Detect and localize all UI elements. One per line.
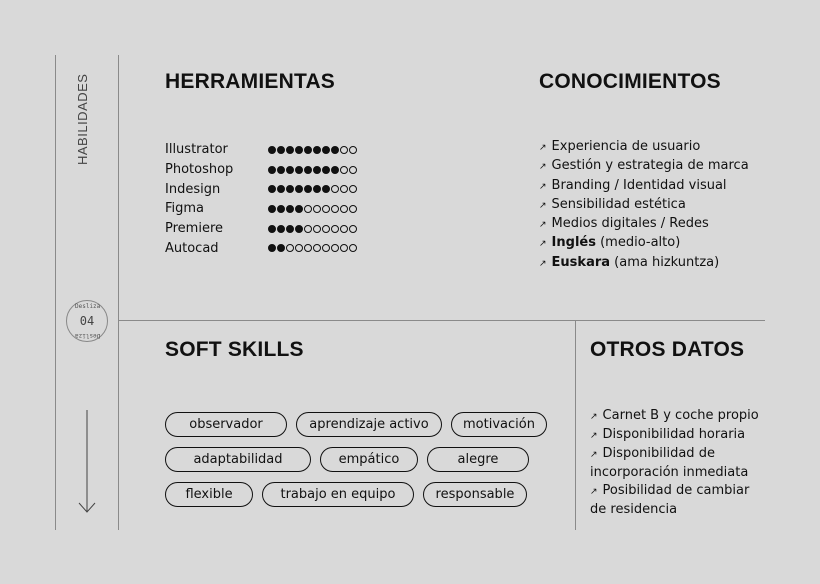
list-item xyxy=(539,215,749,234)
empty-dot-icon xyxy=(313,205,321,213)
item-bold: Euskara xyxy=(551,254,611,270)
left-border-line xyxy=(55,55,56,530)
empty-dot-icon xyxy=(340,185,348,193)
herramientas-title: HERRAMIENTAS xyxy=(165,70,336,93)
list-item xyxy=(539,157,749,176)
skill-pill: observador xyxy=(165,412,287,437)
filled-dot-icon xyxy=(304,146,312,154)
filled-dot-icon xyxy=(295,146,303,154)
filled-dot-icon xyxy=(313,166,321,174)
empty-dot-icon xyxy=(349,225,357,233)
skill-pill: trabajo en equipo xyxy=(262,482,414,507)
empty-dot-icon xyxy=(313,225,321,233)
list-item xyxy=(539,138,749,157)
skill-level-dots xyxy=(268,146,357,154)
list-item xyxy=(539,234,749,253)
empty-dot-icon xyxy=(286,244,294,252)
filled-dot-icon xyxy=(277,205,285,213)
filled-dot-icon xyxy=(268,244,276,252)
conocimientos-list xyxy=(539,138,749,273)
item-text: Gestión y estrategia de marca xyxy=(551,158,749,174)
empty-dot-icon xyxy=(322,205,330,213)
filled-dot-icon xyxy=(331,146,339,154)
tool-name: Photoshop xyxy=(165,162,234,178)
list-item xyxy=(590,501,759,519)
filled-dot-icon xyxy=(286,166,294,174)
pill-row xyxy=(165,482,547,507)
skill-level-dots xyxy=(268,185,357,193)
filled-dot-icon xyxy=(286,205,294,213)
section-divider xyxy=(118,320,765,321)
filled-dot-icon xyxy=(268,166,276,174)
skill-level-dots xyxy=(268,166,357,174)
arrow-up-right-icon: ↗ xyxy=(539,200,547,211)
empty-dot-icon xyxy=(349,205,357,213)
empty-dot-icon xyxy=(340,166,348,174)
empty-dot-icon xyxy=(295,244,303,252)
filled-dot-icon xyxy=(277,185,285,193)
filled-dot-icon xyxy=(268,205,276,213)
empty-dot-icon xyxy=(322,225,330,233)
filled-dot-icon xyxy=(331,166,339,174)
empty-dot-icon xyxy=(349,166,357,174)
item-text: Posibilidad de cambiar xyxy=(602,483,750,498)
arrow-up-right-icon: ↗ xyxy=(539,162,547,173)
filled-dot-icon xyxy=(295,185,303,193)
filled-dot-icon xyxy=(268,146,276,154)
sidebar-divider xyxy=(118,55,119,530)
empty-dot-icon xyxy=(340,205,348,213)
arrow-up-right-icon: ↗ xyxy=(590,487,598,497)
tool-row xyxy=(165,238,357,258)
tool-row xyxy=(165,199,357,219)
skill-level-dots xyxy=(268,244,357,252)
filled-dot-icon xyxy=(286,225,294,233)
tool-name: Figma xyxy=(165,201,205,217)
empty-dot-icon xyxy=(304,244,312,252)
skill-pill: flexible xyxy=(165,482,253,507)
arrow-up-right-icon: ↗ xyxy=(539,258,547,269)
page-number: 04 xyxy=(79,314,95,328)
empty-dot-icon xyxy=(322,244,330,252)
item-text: Carnet B y coche propio xyxy=(602,408,759,423)
arrow-up-right-icon: ↗ xyxy=(539,181,547,192)
arrow-up-right-icon: ↗ xyxy=(590,431,598,441)
item-text: de residencia xyxy=(590,502,678,517)
item-text: Disponibilidad horaria xyxy=(602,427,746,442)
list-item xyxy=(590,464,759,482)
item-text: (ama hizkuntza) xyxy=(610,254,720,270)
filled-dot-icon xyxy=(268,225,276,233)
soft-skills-pills xyxy=(165,412,547,517)
list-item xyxy=(539,254,749,273)
empty-dot-icon xyxy=(304,225,312,233)
filled-dot-icon xyxy=(322,166,330,174)
filled-dot-icon xyxy=(277,146,285,154)
empty-dot-icon xyxy=(331,244,339,252)
item-text: Medios digitales / Redes xyxy=(551,216,709,232)
tool-name: Premiere xyxy=(165,221,223,237)
skill-level-dots xyxy=(268,205,357,213)
list-item xyxy=(590,445,759,464)
otros-datos-title: OTROS DATOS xyxy=(590,338,745,361)
filled-dot-icon xyxy=(277,225,285,233)
conocimientos-title: CONOCIMIENTOS xyxy=(539,70,721,93)
empty-dot-icon xyxy=(340,225,348,233)
tool-name: Indesign xyxy=(165,181,221,197)
tool-row xyxy=(165,140,357,160)
arrow-up-right-icon: ↗ xyxy=(539,239,547,250)
empty-dot-icon xyxy=(349,244,357,252)
filled-dot-icon xyxy=(313,185,321,193)
list-item xyxy=(539,177,749,196)
empty-dot-icon xyxy=(349,185,357,193)
filled-dot-icon xyxy=(322,146,330,154)
empty-dot-icon xyxy=(313,244,321,252)
tools-list xyxy=(165,140,357,258)
filled-dot-icon xyxy=(286,146,294,154)
section-label: HABILIDADES xyxy=(75,73,90,165)
empty-dot-icon xyxy=(331,225,339,233)
skill-pill: adaptabilidad xyxy=(165,447,311,472)
empty-dot-icon xyxy=(349,146,357,154)
filled-dot-icon xyxy=(268,185,276,193)
list-item xyxy=(539,196,749,215)
empty-dot-icon xyxy=(331,185,339,193)
otros-datos-list xyxy=(590,407,759,519)
page-badge xyxy=(66,300,108,342)
arrow-up-right-icon: ↗ xyxy=(590,450,598,460)
filled-dot-icon xyxy=(313,146,321,154)
tool-name: Illustrator xyxy=(165,142,228,158)
badge-text-top: Desliza xyxy=(75,303,101,310)
column-divider xyxy=(575,320,576,530)
pill-row xyxy=(165,412,547,437)
arrow-up-right-icon: ↗ xyxy=(539,143,547,153)
filled-dot-icon xyxy=(304,166,312,174)
skill-pill: empático xyxy=(320,447,418,472)
tool-row xyxy=(165,179,357,199)
arrow-up-right-icon: ↗ xyxy=(590,412,598,422)
skill-pill: aprendizaje activo xyxy=(296,412,442,437)
filled-dot-icon xyxy=(322,185,330,193)
arrow-up-right-icon: ↗ xyxy=(539,220,547,231)
soft-skills-title: SOFT SKILLS xyxy=(165,338,304,361)
item-text: (medio-alto) xyxy=(595,235,681,251)
item-text: Experiencia de usuario xyxy=(551,139,701,154)
skill-pill: motivación xyxy=(451,412,547,437)
skill-level-dots xyxy=(268,225,357,233)
tool-row xyxy=(165,160,357,180)
list-item xyxy=(590,482,759,501)
list-item xyxy=(590,426,759,445)
item-bold: Inglés xyxy=(551,235,596,251)
badge-text-bottom: Desliza xyxy=(75,332,101,339)
filled-dot-icon xyxy=(277,244,285,252)
filled-dot-icon xyxy=(277,166,285,174)
item-text: Disponibilidad de xyxy=(602,446,715,461)
skill-pill: alegre xyxy=(427,447,529,472)
filled-dot-icon xyxy=(295,166,303,174)
filled-dot-icon xyxy=(295,225,303,233)
arrow-down-icon xyxy=(78,410,96,515)
empty-dot-icon xyxy=(340,244,348,252)
filled-dot-icon xyxy=(304,185,312,193)
empty-dot-icon xyxy=(331,205,339,213)
item-text: incorporación inmediata xyxy=(590,465,749,480)
item-text: Sensibilidad estética xyxy=(551,196,686,212)
empty-dot-icon xyxy=(340,146,348,154)
tool-row xyxy=(165,219,357,239)
pill-row xyxy=(165,447,547,472)
item-text: Branding / Identidad visual xyxy=(551,177,727,193)
skill-pill: responsable xyxy=(423,482,527,507)
filled-dot-icon xyxy=(295,205,303,213)
filled-dot-icon xyxy=(286,185,294,193)
empty-dot-icon xyxy=(304,205,312,213)
list-item xyxy=(590,407,759,426)
tool-name: Autocad xyxy=(165,240,219,256)
